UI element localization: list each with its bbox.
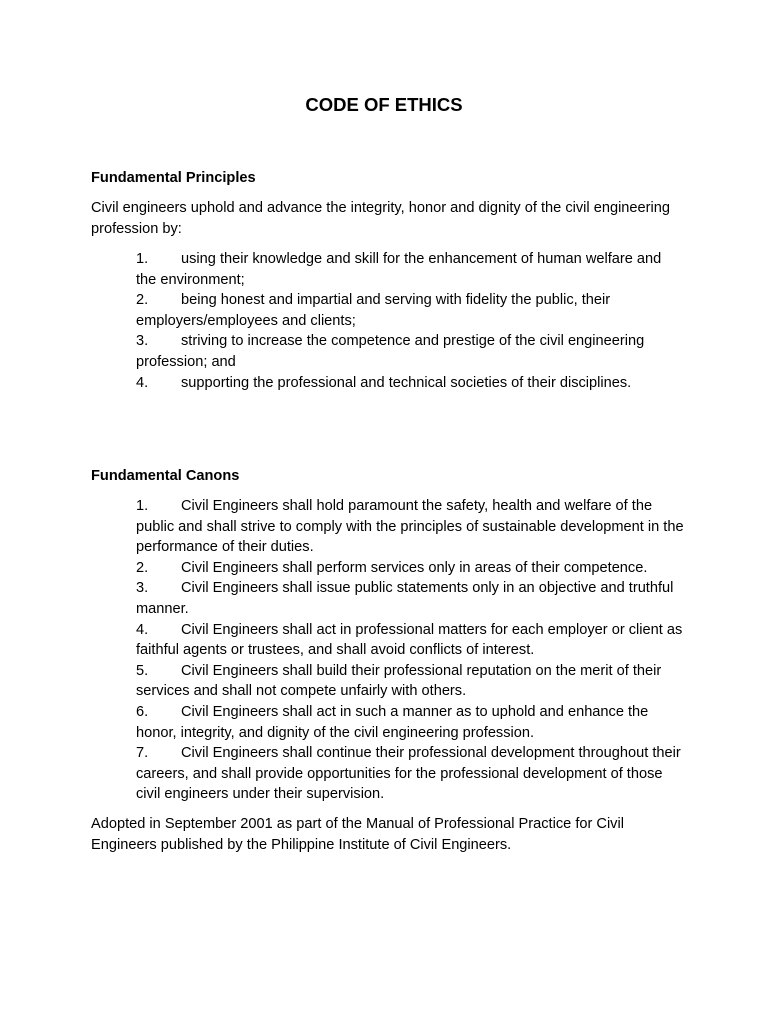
list-item-number: 7.	[136, 745, 149, 762]
list-item	[136, 558, 684, 579]
list-item-text: supporting the professional and technical societies of their disciplines.	[181, 374, 632, 391]
list-item-number: 6.	[136, 703, 149, 720]
list-item	[136, 373, 684, 394]
list-item	[136, 620, 684, 661]
canons-heading: Fundamental Canons	[91, 468, 240, 484]
list-item-number: 1.	[136, 251, 149, 267]
list-item-text: Civil Engineers shall act in such a manner as to uphold and enhance the honor, integrity, and dignity of the civil engineering profession.	[136, 703, 649, 741]
list-item-number: 3.	[136, 333, 149, 350]
principles-intro: Civil engineers uphold and advance the integrity, honor and dignity of the civil engineering profession by:	[91, 200, 670, 237]
principles-list	[136, 249, 684, 393]
list-item-number: 4.	[136, 621, 149, 638]
page-title: CODE OF ETHICS	[305, 94, 463, 115]
list-item	[136, 249, 684, 290]
list-item-text: Civil Engineers shall act in professional matters for each employer or client as faithful agents or trustees, and shall avoid conflicts of interest.	[136, 621, 683, 659]
list-item-number: 1.	[136, 498, 149, 514]
principles-heading: Fundamental Principles	[91, 170, 256, 186]
list-item	[136, 496, 684, 558]
list-item-number: 3.	[136, 580, 149, 597]
list-item-text: using their knowledge and skill for the enhancement of human welfare and the environment;	[136, 251, 662, 288]
list-item-number: 5.	[136, 662, 149, 679]
list-item-text: Civil Engineers shall hold paramount the safety, health and welfare of the public and shall strive to comply with the principles of sustainable development in the performance of their duties.	[136, 498, 684, 556]
list-item-text: Civil Engineers shall build their professional reputation on the merit of their services and shall not compete unfairly with others.	[136, 662, 662, 700]
list-item-text: striving to increase the competence and prestige of the civil engineering profession; and	[136, 333, 645, 370]
list-item-text: Civil Engineers shall perform services only in areas of their competence.	[181, 559, 648, 576]
list-item-number: 2.	[136, 292, 149, 309]
list-item	[136, 702, 684, 743]
list-item-text: being honest and impartial and serving with fidelity the public, their employers/employees and clients;	[136, 292, 611, 329]
list-item	[136, 743, 684, 805]
canons-list	[136, 496, 684, 805]
list-item-text: Civil Engineers shall continue their professional development throughout their careers, and shall provide opportunities for the professional development of those civil engineers under their supervision.	[136, 745, 681, 803]
list-item	[136, 661, 684, 702]
list-item	[136, 290, 684, 331]
list-item-number: 2.	[136, 559, 149, 576]
list-item	[136, 331, 684, 372]
list-item-number: 4.	[136, 374, 149, 391]
adoption-note: Adopted in September 2001 as part of the Manual of Professional Practice for Civil Engineers published by the Philippine Institute of Civil Engineers.	[91, 816, 624, 853]
list-item	[136, 578, 684, 619]
list-item-text: Civil Engineers shall issue public statements only in an objective and truthful manner.	[136, 580, 674, 617]
